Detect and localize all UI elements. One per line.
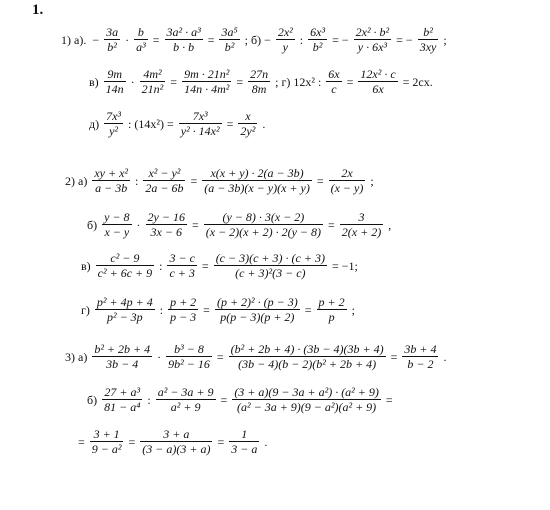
fraction [104,110,123,137]
formula-text: 3) а) [65,349,88,364]
fraction [202,167,312,194]
formula-text: . [443,349,447,364]
formula-text: = [207,32,215,47]
formula-text: 2) а) [65,173,88,188]
solution-line-2v [78,252,361,279]
denominator: p [328,310,335,324]
denominator: 6x [372,82,384,96]
formula-text: = −1; [331,258,358,273]
numerator: 6x³ [310,25,326,39]
formula-text: = [170,74,178,89]
solution-line-2g [78,296,358,323]
denominator: 3xy [419,40,437,54]
formula-text: : [159,258,163,273]
solution-line-3b-cont [75,428,270,455]
denominator: y [282,40,288,54]
formula-text: б) [87,217,98,232]
fraction [358,68,397,95]
formula-text: = [226,116,234,131]
numerator: 3 + a [163,427,190,441]
numerator: y − 8 [104,210,130,224]
fraction [104,26,120,53]
formula-text: = [236,74,244,89]
formula-text: : [147,392,151,407]
formula-text: : [135,173,139,188]
fraction [219,26,239,53]
formula-text: = [328,217,335,232]
numerator: p² + 4p + 4 [96,295,153,309]
solution-line-1d [86,110,268,137]
denominator: 3 − a [231,442,258,456]
fraction [104,68,126,95]
formula-text: · [136,217,141,232]
denominator: a − 3b [95,181,128,195]
solution-line-3b [84,386,396,413]
numerator: 3a [106,25,119,39]
numerator: 7x³ [106,109,122,123]
denominator: 2a − 6b [145,181,184,195]
fraction [156,386,216,413]
numerator: (p + 2)² · (p − 3) [216,295,298,309]
denominator: 8m [251,82,267,96]
numerator: b [137,25,144,39]
fraction [329,167,366,194]
formula-text: = [152,32,160,47]
fraction [134,26,148,53]
denominator: x − y [104,225,130,239]
formula-text: . [262,116,266,131]
formula-text: = [346,74,354,89]
denominator: 21n² [141,82,164,96]
numerator: 2x² [277,25,293,39]
fraction [168,296,198,323]
fraction [92,343,152,370]
formula-text: в) [89,74,99,89]
numerator: 3a⁵ [221,25,238,39]
denominator: (a² − 3a + 9)(9 − a²)(a² + 9) [237,400,377,414]
numerator: c² − 9 [110,251,140,265]
fraction [214,252,327,279]
formula-text: г) [81,302,90,317]
formula-text: = [216,349,224,364]
fraction [215,296,300,323]
formula-text: − [92,32,100,47]
fraction [140,68,166,95]
denominator: y² · 14x² [180,124,220,138]
solution-line-1a-1b [58,26,450,53]
formula-text: 1) а). [61,32,87,47]
formula-text: ; г) 12x² : [275,74,322,89]
fraction [102,386,142,413]
denominator: a³ [136,40,146,54]
numerator: (b² + 2b + 4) · (3b − 4)(3b + 4) [230,342,384,356]
formula-text: : [159,302,164,317]
denominator: a² + 9 [170,400,201,414]
denominator: 81 − a⁴ [104,400,141,414]
formula-text: ; [351,302,355,317]
fraction [232,386,381,413]
numerator: 27n [250,67,269,81]
numerator: x [245,109,251,123]
denominator: (3 − a)(3 + a) [142,442,211,456]
denominator: (x − 2)(x + 2) · 2(y − 8) [205,225,322,239]
fraction [167,252,196,279]
formula-text: · [130,74,135,89]
numerator: 7x³ [192,109,208,123]
numerator: xy + x² [94,166,129,180]
numerator: 27 + a³ [104,385,141,399]
formula-text: = [190,173,198,188]
fraction [326,68,341,95]
numerator: 12x² · c [360,67,396,81]
numerator: 3 [358,210,365,224]
numerator: 3 − c [169,251,195,265]
solution-line-1v-1g [86,68,436,95]
denominator: p(p − 3)(p + 2) [220,310,295,324]
numerator: 3a² · a³ [166,25,201,39]
denominator: b² [224,40,235,54]
fraction [204,211,323,238]
denominator: 2(x + 2) [341,225,382,239]
denominator: (x − y) [330,181,364,195]
fraction [95,296,155,323]
formula-text: = − [396,32,413,47]
solution-line-2b [84,211,394,238]
fraction [92,167,130,194]
denominator: c [331,82,337,96]
denominator: c + 3 [169,266,195,280]
formula-text: = [78,434,85,449]
numerator: p + 2 [318,295,345,309]
denominator: 9b² − 16 [168,357,210,371]
formula-text: = [390,349,398,364]
fraction [165,26,203,53]
formula-text: = 2cx. [402,74,433,89]
denominator: 3x − 6 [150,225,182,239]
numerator: x(x + y) · 2(a − 3b) [210,166,304,180]
numerator: 2y − 16 [147,210,185,224]
fraction [238,110,257,137]
formula-text: = [203,302,210,317]
formula-text: б) [87,392,98,407]
fraction [146,211,187,238]
numerator: 3 + 1 [93,427,120,441]
numerator: 3b + 4 [404,342,437,356]
solution-line-3a [62,343,449,370]
fraction [308,26,327,53]
formula-text: = − [332,32,349,47]
denominator: p − 3 [170,310,197,324]
denominator: b − 2 [407,357,434,371]
fraction [143,167,185,194]
numerator: (y − 8) · 3(x − 2) [222,210,305,224]
formula-text: , [388,217,392,232]
numerator: 6x [328,67,340,81]
fraction [317,296,347,323]
formula-text: = [217,434,225,449]
denominator: 14n · 4m² [184,82,230,96]
fraction [229,428,259,455]
numerator: 9m · 21n² [184,67,230,81]
denominator: 14n [105,82,124,96]
denominator: y² [109,124,119,138]
denominator: b² [107,40,117,54]
fraction [354,26,392,53]
formula-text: = [128,434,136,449]
formula-text: ; [370,173,374,188]
denominator: y · 6x³ [357,40,388,54]
fraction [102,211,131,238]
formula-text: ; [443,32,447,47]
denominator: 9 − a² [91,442,122,456]
fraction [402,343,438,370]
fraction [179,110,222,137]
denominator: c² + 6c + 9 [97,266,153,280]
formula-text: д) [89,116,100,131]
fraction [140,428,212,455]
numerator: 2x [341,166,353,180]
denominator: b · b [173,40,195,54]
numerator: b² [423,25,433,39]
fraction [96,252,154,279]
formula-text: · [125,32,130,47]
denominator: b² [312,40,323,54]
formula-text: = [191,217,199,232]
numerator: p + 2 [170,295,197,309]
solution-line-2a [62,167,377,194]
denominator: (3b − 4)(b − 2)(b² + 2b + 4) [238,357,377,371]
fraction [418,26,439,53]
numerator: b³ − 8 [174,342,204,356]
fraction [166,343,212,370]
formula-text: . [264,434,268,449]
denominator: 2y² [240,124,256,138]
formula-text: = [304,302,312,317]
formula-text: в) [81,258,91,273]
fraction [90,428,124,455]
fraction [340,211,383,238]
numerator: 9m [107,67,122,81]
formula-text: = [316,173,324,188]
numerator: (c − 3)(c + 3) · (c + 3) [215,251,325,265]
numerator: 1 [241,427,248,441]
formula-text: ; б) − [244,32,271,47]
fraction [182,68,231,95]
formula-text: · [157,349,162,364]
formula-text: : [299,32,304,47]
numerator: b² + 2b + 4 [94,342,151,356]
formula-text: = [201,258,209,273]
formula-text: = [385,392,393,407]
numerator: 4m² [143,67,162,81]
formula-text: : (14x²) = [128,116,174,131]
fraction [248,68,270,95]
numerator: x² − y² [148,166,181,180]
formula-text: = [220,392,228,407]
fraction [229,343,386,370]
denominator: (c + 3)²(3 − c) [235,266,306,280]
problem-number: 1. [32,2,44,18]
denominator: 3b − 4 [106,357,139,371]
numerator: (3 + a)(9 − 3a + a²) · (a² + 9) [234,385,379,399]
numerator: 2x² · b² [355,25,390,39]
numerator: a² − 3a + 9 [157,385,214,399]
denominator: (a − 3b)(x − y)(x + y) [204,181,310,195]
denominator: p² − 3p [106,310,143,324]
fraction [276,26,295,53]
